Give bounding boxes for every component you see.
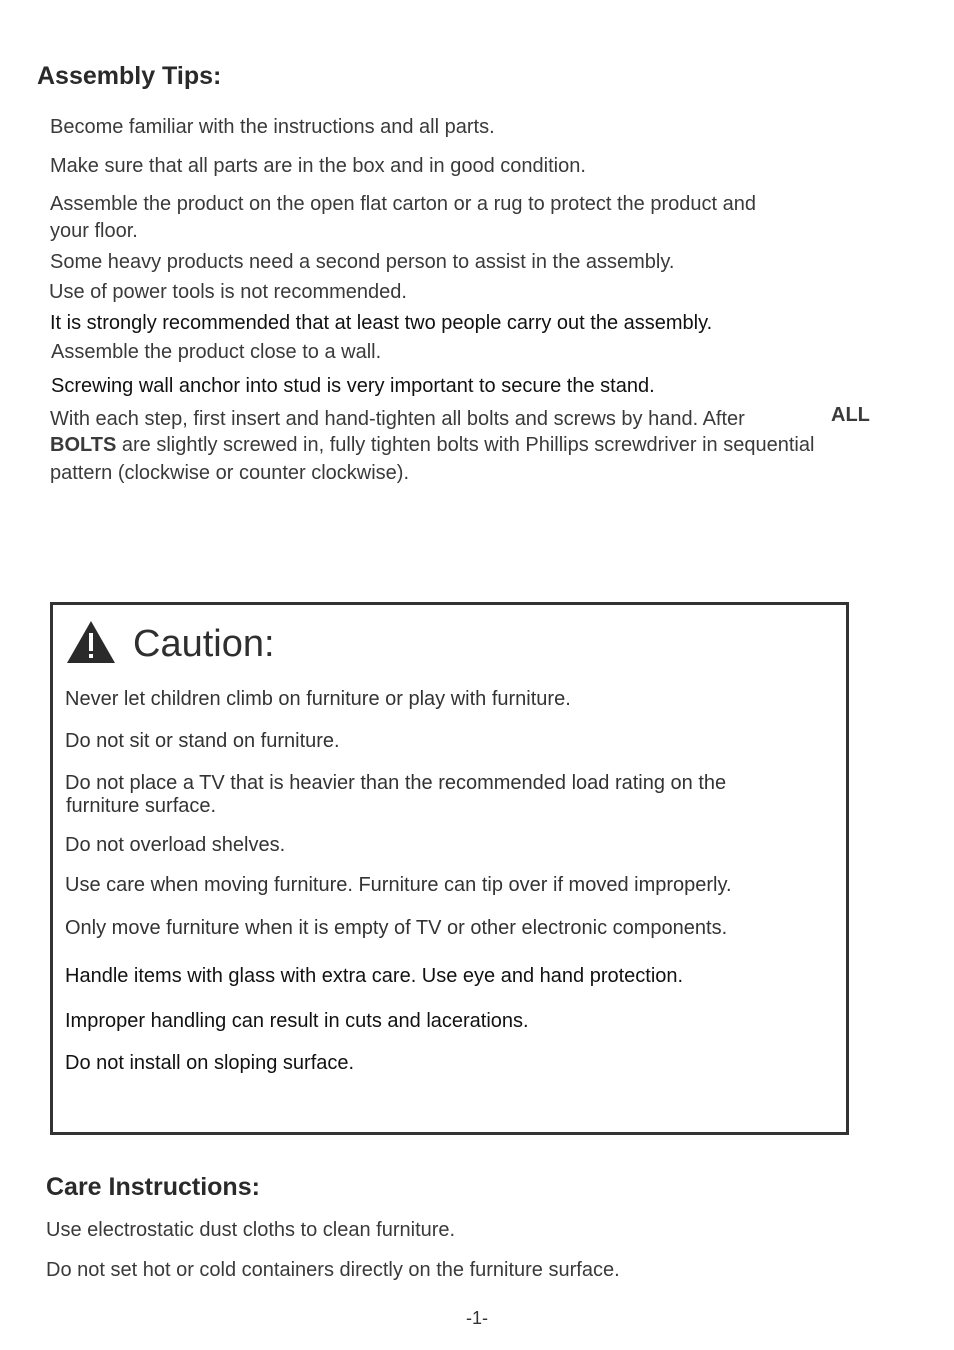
step-bold-all: ALL: [831, 404, 870, 426]
assembly-tip-item: Some heavy products need a second person to assist in the assembly.: [50, 251, 675, 273]
assembly-tip-item: Assemble the product on the open flat carton or a rug to protect the product and: [50, 193, 756, 215]
caution-item: Use care when moving furniture. Furniture can tip over if moved improperly.: [65, 874, 732, 896]
caution-item: Only move furniture when it is empty of TV or other electronic components.: [65, 917, 728, 939]
assembly-tip-item: Use of power tools is not recommended.: [49, 281, 407, 303]
step-text: pattern (clockwise or counter clockwise).: [50, 462, 410, 484]
step-text: are slightly screwed in, fully tighten bolts with Phillips screwdriver in sequential: [121, 434, 815, 456]
caution-item-continued: furniture surface.: [66, 795, 217, 817]
assembly-tip-item: Make sure that all parts are in the box and in good condition.: [50, 155, 586, 177]
caution-heading: Caution:: [133, 623, 275, 665]
assembly-tip-item: Become familiar with the instructions and all parts.: [50, 116, 495, 138]
care-item: Use electrostatic dust cloths to clean furniture.: [46, 1219, 456, 1241]
page-number: -1-: [466, 1308, 488, 1328]
assembly-tip-item: Screwing wall anchor into stud is very important to secure the stand.: [51, 375, 655, 397]
warning-triangle-icon: [65, 619, 117, 665]
caution-item: Do not overload shelves.: [65, 834, 286, 856]
caution-item: Improper handling can result in cuts and lacerations.: [65, 1010, 529, 1032]
step-text: With each step, first insert and hand-tighten all bolts and screws by hand. After: [50, 408, 745, 430]
caution-item: Do not place a TV that is heavier than the recommended load rating on the: [65, 772, 727, 794]
assembly-tip-item-continued: your floor.: [50, 220, 138, 242]
caution-item: Do not install on sloping surface.: [65, 1052, 355, 1074]
care-item: Do not set hot or cold containers directly on the furniture surface.: [46, 1259, 620, 1281]
care-instructions-heading: Care Instructions:: [46, 1173, 260, 1201]
assembly-tip-item: Assemble the product close to a wall.: [51, 341, 382, 363]
step-bold-bolts: BOLTS: [50, 434, 117, 456]
assembly-tip-item: It is strongly recommended that at least two people carry out the assembly.: [50, 312, 713, 334]
caution-box: [50, 602, 849, 1135]
assembly-tips-heading: Assembly Tips:: [37, 62, 222, 90]
caution-item: Do not sit or stand on furniture.: [65, 730, 340, 752]
caution-item: Handle items with glass with extra care. Use eye and hand protection.: [65, 965, 684, 987]
caution-item: Never let children climb on furniture or play with furniture.: [65, 688, 571, 710]
